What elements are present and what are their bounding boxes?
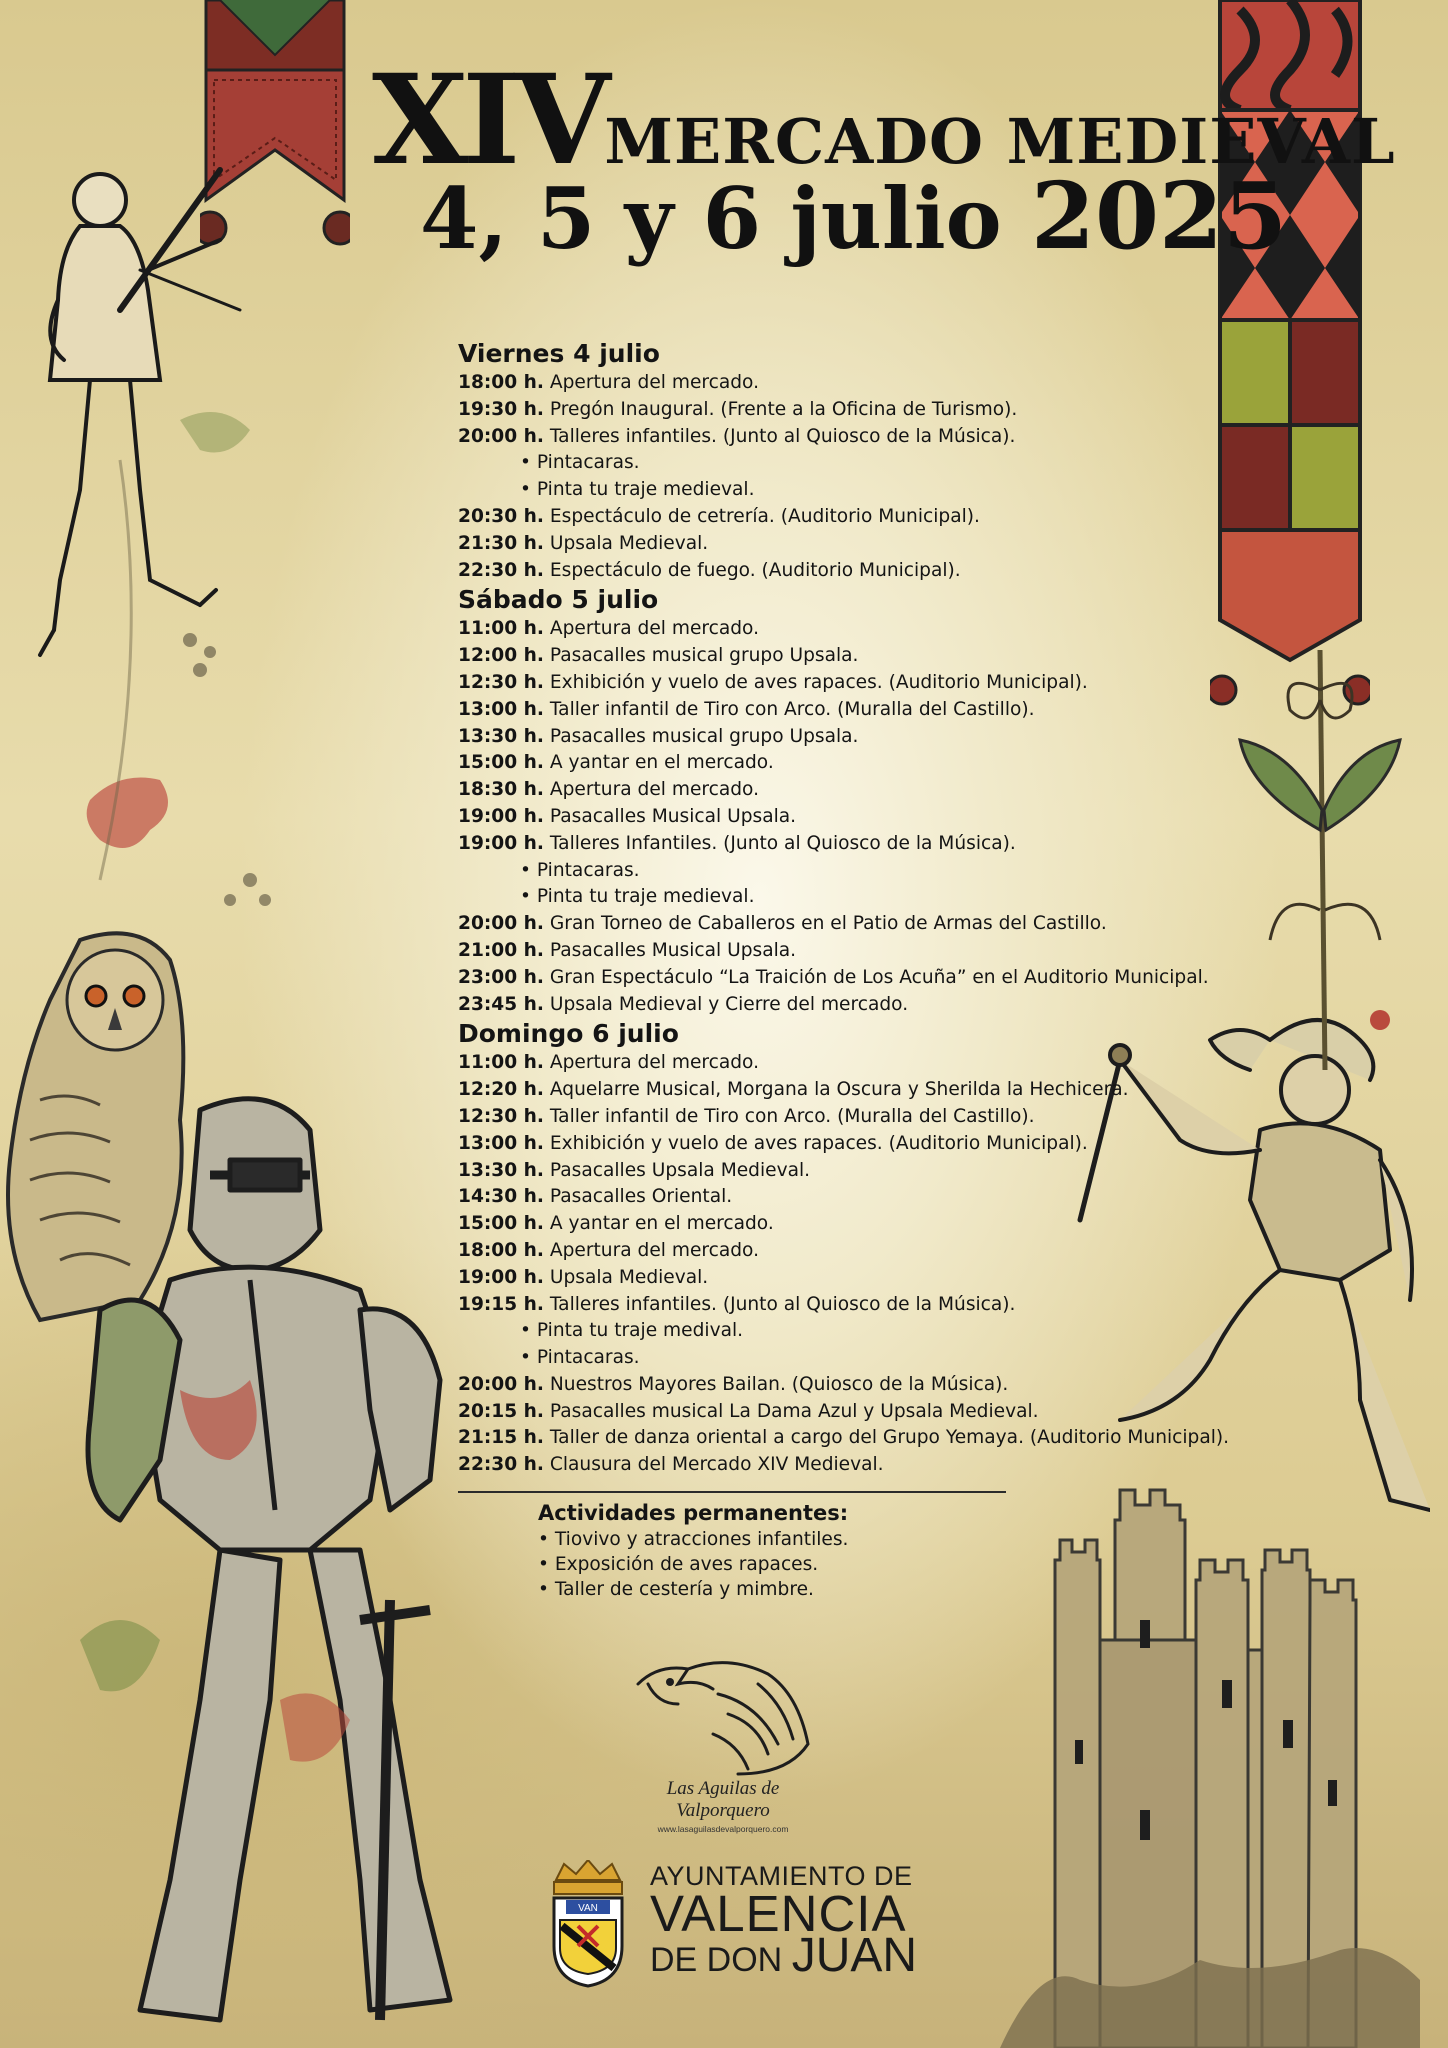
schedule-time: 12:30 h. [458,671,544,693]
schedule-item [458,1158,1218,1185]
schedule-item [458,1104,1218,1131]
schedule-item [458,424,1218,451]
schedule-item [458,1184,1218,1211]
schedule-activity: A yantar en el mercado. [549,1213,774,1235]
schedule-time: 13:30 h. [458,725,544,747]
council-shield-icon [548,1860,628,1988]
schedule-list-saturday [458,616,1218,1018]
council-line-3-small: DE DON [650,1941,783,1979]
council-line-3 [650,1929,918,1982]
schedule-item [458,750,1218,777]
schedule-time: 12:20 h. [458,1079,544,1101]
day-heading-friday: Viernes 4 julio [458,339,660,368]
schedule-time: 22:30 h. [458,559,544,581]
schedule-activity: Pasacalles Musical Upsala. [549,805,797,827]
schedule-time: 18:30 h. [458,779,544,801]
schedule-time: 20:00 h. [458,425,544,447]
schedule-item [458,938,1218,965]
schedule-activity: Taller infantil de Tiro con Arco. (Muralla del Castillo). [549,1105,1035,1127]
schedule-activity: Pasacalles musical grupo Upsala. [549,725,859,747]
schedule-time: 18:00 h. [458,372,544,393]
schedule-activity: Upsala Medieval. [549,532,709,554]
schedule-item [458,397,1218,424]
schedule-time: 22:30 h. [458,1454,544,1476]
schedule-time: 15:00 h. [458,1213,544,1235]
schedule-item [458,670,1218,697]
schedule-time: 15:00 h. [458,752,544,774]
schedule-item [458,1425,1230,1452]
day-heading-sunday: Domingo 6 julio [458,1019,679,1049]
floral-ornament-left [60,360,280,920]
schedule-activity: Pasacalles musical La Dama Azul y Upsala Medieval. [549,1400,1039,1422]
schedule-activity: Apertura del mercado. [549,372,760,393]
schedule-time: 14:30 h. [458,1186,544,1208]
schedule-activity: Talleres Infantiles. (Junto al Quiosco de la Música). [549,832,1016,854]
schedule-activity: Pasacalles Oriental. [549,1186,733,1208]
schedule-activity: Apertura del mercado. [549,618,760,640]
schedule-item [458,1211,1218,1238]
knight-illustration [60,1080,480,2048]
schedule-time: 20:00 h. [458,913,544,935]
schedule-activity: Talleres infantiles. (Junto al Quiosco de la Música). [549,1293,1016,1315]
permanent-activity-item: • Tiovivo y atracciones infantiles. [538,1529,849,1551]
schedule-item [458,643,1218,670]
schedule-activity: Apertura del mercado. [549,779,760,801]
eagles-club-name: Las Aguilas de Valporquero [666,1778,780,1821]
schedule-time: 19:00 h. [458,805,544,827]
schedule-item [458,911,1218,938]
schedule-activity: Taller infantil de Tiro con Arco. (Muralla del Castillo). [549,698,1035,720]
schedule-item [458,1265,1218,1292]
schedule-activity: Espectáculo de fuego. (Auditorio Municipal). [549,559,961,581]
schedule-time: 12:00 h. [458,645,544,667]
schedule-item [458,1077,1218,1104]
program-schedule [458,338,1230,1628]
schedule-activity: Exhibición y vuelo de aves rapaces. (Auditorio Municipal). [549,671,1088,693]
schedule-time: 21:15 h. [458,1427,544,1449]
schedule-list-friday [458,370,1218,584]
schedule-subitem: • Pintacaras. [520,859,640,881]
council-line-1: AYUNTAMIENTO DE [650,1861,913,1891]
schedule-time: 19:30 h. [458,398,544,420]
schedule-activity: Upsala Medieval y Cierre del mercado. [549,993,909,1015]
schedule-item [458,831,1218,858]
schedule-time: 13:30 h. [458,1159,544,1181]
event-name: MERCADO MEDIEVAL [604,105,1396,178]
schedule-time: 19:00 h. [458,1266,544,1288]
svg-text:VAN: VAN [578,1903,598,1914]
schedule-activity: Pasacalles musical grupo Upsala. [549,645,859,667]
schedule-item [458,804,1218,831]
schedule-time: 20:15 h. [458,1400,544,1422]
schedule-subitem: • Pintacaras. [520,1347,640,1369]
schedule-item [458,777,1218,804]
schedule-activity: Apertura del mercado. [549,1052,760,1074]
schedule-activity: Gran Torneo de Caballeros en el Patio de Armas del Castillo. [549,913,1107,935]
council-line-2: VALENCIA [650,1885,907,1942]
schedule-time: 21:30 h. [458,532,544,554]
floral-ornament-right [1230,650,1410,1070]
schedule-activity: Pregón Inaugural. (Frente a la Oficina de Turismo). [549,398,1018,420]
schedule-time: 23:45 h. [458,993,544,1015]
schedule-subitem: • Pinta tu traje medieval. [520,886,755,908]
schedule-activity: Taller de danza oriental a cargo del Grupo Yemaya. (Auditorio Municipal). [549,1427,1230,1449]
schedule-time: 13:00 h. [458,698,544,720]
schedule-activity: Clausura del Mercado XIV Medieval. [549,1454,884,1476]
schedule-activity: Pasacalles Musical Upsala. [549,939,797,961]
schedule-item [458,1292,1218,1319]
schedule-time: 11:00 h. [458,618,544,640]
permanent-activity-item: • Taller de cestería y mimbre. [538,1579,814,1601]
schedule-time: 20:30 h. [458,505,544,527]
permanent-activity-item: • Exposición de aves rapaces. [538,1554,819,1576]
schedule-activity: Upsala Medieval. [549,1266,709,1288]
schedule-item [458,992,1218,1019]
schedule-list-sunday [458,1050,1230,1479]
schedule-time: 19:15 h. [458,1293,544,1315]
edition-number: XIV [372,48,605,193]
schedule-item [458,697,1218,724]
schedule-item [458,965,1218,992]
schedule-item [458,724,1218,751]
schedule-item [458,616,1218,643]
schedule-item [458,558,1218,585]
schedule-item [458,504,1218,531]
schedule-activity: Exhibición y vuelo de aves rapaces. (Auditorio Municipal). [549,1132,1088,1154]
schedule-item [458,1238,1218,1265]
schedule-item [458,1372,1218,1399]
council-line-3-big: JUAN [791,1929,918,1982]
schedule-activity: Talleres infantiles. (Junto al Quiosco de la Música). [549,425,1016,447]
schedule-item [458,1131,1218,1158]
event-year: 2025 [1030,162,1287,270]
schedule-item [458,531,1218,558]
schedule-activity: Espectáculo de cetrería. (Auditorio Municipal). [549,505,980,527]
schedule-time: 12:30 h. [458,1105,544,1127]
schedule-activity: Apertura del mercado. [549,1239,760,1261]
event-dates: 4, 5 y 6 julio [420,169,1002,268]
eagles-club-website: www.lasaguilasdevalporquero.com [657,1824,789,1834]
schedule-activity: A yantar en el mercado. [549,752,774,774]
schedule-item [458,370,1218,397]
council-name [650,1861,918,1982]
schedule-activity: Nuestros Mayores Bailan. (Quiosco de la Música). [549,1373,1009,1395]
schedule-time: 20:00 h. [458,1373,544,1395]
schedule-time: 11:00 h. [458,1052,544,1074]
schedule-time: 18:00 h. [458,1239,544,1261]
schedule-time: 21:00 h. [458,939,544,961]
schedule-subitem: • Pinta tu traje medival. [520,1320,744,1342]
poster-dates [420,162,1287,272]
schedule-item [458,1452,1218,1479]
schedule-item [458,1050,1218,1077]
schedule-time: 19:00 h. [458,832,544,854]
schedule-subitem: • Pintacaras. [520,452,640,474]
day-heading-saturday: Sábado 5 julio [458,585,659,615]
schedule-time: 13:00 h. [458,1132,544,1154]
schedule-activity: Gran Espectáculo “La Traición de Los Acuña” en el Auditorio Municipal. [549,966,1209,988]
schedule-activity: Aquelarre Musical, Morgana la Oscura y Sherilda la Hechicera. [549,1079,1129,1101]
schedule-time: 23:00 h. [458,966,544,988]
permanent-activities-heading: Actividades permanentes: [538,1501,849,1526]
schedule-activity: Pasacalles Upsala Medieval. [549,1159,811,1181]
schedule-item [458,1399,1218,1426]
section-divider [458,1491,1006,1493]
schedule-subitem: • Pinta tu traje medieval. [520,479,755,501]
